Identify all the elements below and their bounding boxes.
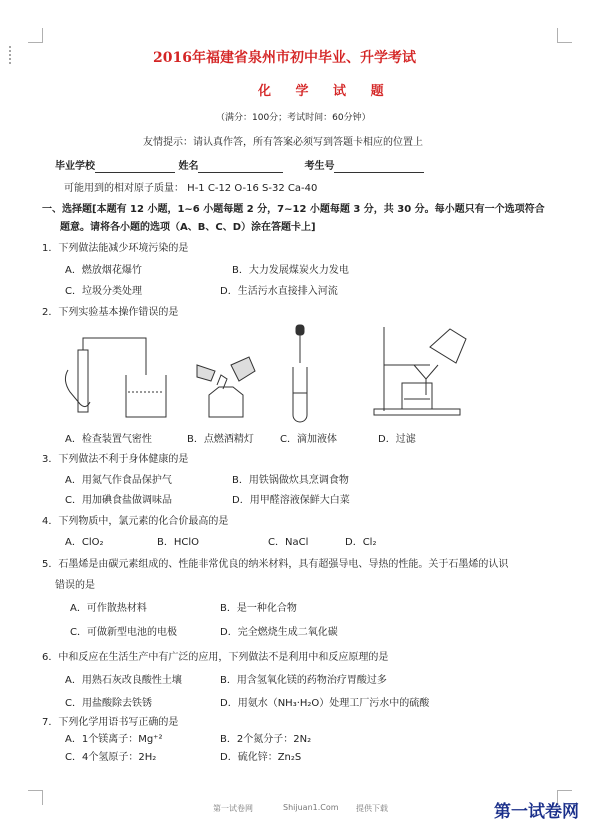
school-label: 毕业学校: [55, 161, 95, 172]
q1-stem: 1．下列做法能减少环境污染的是: [42, 243, 189, 254]
dropping-liquid-figure: [285, 323, 315, 423]
q1-option-b: B．大力发展煤炭火力发电: [232, 265, 349, 276]
q7-option-a: A．1个镁离子：Mg⁺²: [65, 734, 163, 745]
q3-option-a: A．用氮气作食品保护气: [65, 475, 172, 486]
q6-option-a: A．用熟石灰改良酸性土壤: [65, 675, 182, 686]
q5-option-b: B．是一种化合物: [220, 603, 297, 614]
q5-option-a: A．可作散热材料: [70, 603, 147, 614]
filtration-figure: [370, 323, 470, 418]
q5-stem-line2: 错误的是: [55, 580, 95, 591]
corner-mark-top-left: [28, 28, 43, 43]
footer-download-text: 提供下载: [356, 804, 388, 813]
q7-option-c: C．4个氢原子：2H₂: [65, 752, 157, 763]
q7-option-b: B．2个氮分子：2N₂: [220, 734, 312, 745]
q2-option-b: B．点燃酒精灯: [187, 434, 254, 445]
exam-number-label: 考生号: [304, 161, 335, 172]
q5-option-d: D．完全燃烧生成二氧化碳: [220, 627, 338, 638]
q1-option-c: C．垃圾分类处理: [65, 286, 142, 297]
q2-stem: 2．下列实验基本操作错误的是: [42, 307, 179, 318]
q7-stem: 7．下列化学用语书写正确的是: [42, 717, 179, 728]
q5-stem-line1: 5．石墨烯是由碳元素组成的、性能非常优良的纳米材料，具有超强导电、导热的性能。关于石墨烯的认识: [42, 559, 509, 570]
name-field[interactable]: [198, 161, 283, 173]
q6-option-d: D．用氨水（NH₃·H₂O）处理工厂污水中的硫酸: [220, 698, 430, 709]
q2-option-a: A．检查装置气密性: [65, 434, 152, 445]
q4-option-b: B．HClO: [157, 537, 200, 548]
exam-notice: 友情提示：请认真作答，所有答案必须写到答题卡相应的位置上: [143, 137, 423, 148]
section-heading-line2: 题意。请将各小题的选项（A、B、C、D）涂在答题卡上]: [60, 222, 316, 233]
name-label: 姓名: [178, 161, 199, 172]
drag-handle-icon[interactable]: [8, 44, 14, 66]
q6-option-c: C．用盐酸除去铁锈: [65, 698, 152, 709]
exam-number-field[interactable]: [334, 161, 424, 173]
q4-option-c: C．NaCl: [268, 537, 309, 548]
q4-stem: 4．下列物质中，氯元素的化合价最高的是: [42, 516, 229, 527]
q3-stem: 3．下列做法不利于身体健康的是: [42, 454, 189, 465]
corner-mark-top-right: [557, 28, 572, 43]
atomic-masses: 可能用到的相对原子质量： H-1 C-12 O-16 S-32 Ca-40: [64, 183, 318, 194]
exam-title: 2016年福建省泉州市初中毕业、升学考试: [153, 50, 416, 66]
exam-subtitle: 化 学 试 题: [258, 84, 394, 99]
q3-option-d: D．用甲醛溶液保鲜大白菜: [232, 495, 350, 506]
q3-option-b: B．用铁锅做炊具烹调食物: [232, 475, 349, 486]
student-info-row: [55, 160, 424, 173]
q2-option-c: C．滴加液体: [280, 434, 337, 445]
q1-option-d: D．生活污水直接排入河流: [220, 286, 338, 297]
q4-option-a: A．ClO₂: [65, 537, 104, 548]
q4-option-d: D．Cl₂: [345, 537, 377, 548]
q1-option-a: A．燃放烟花爆竹: [65, 265, 142, 276]
section-heading-line1: 一、选择题[本题有 12 小题，1~6 小题每题 2 分，7~12 小题每题 3 分，共 30 分。每小题只有一个选项符合: [42, 204, 545, 215]
brand-watermark: 第一试卷网: [494, 802, 579, 822]
footer-url: Shijuan1.Com: [283, 803, 339, 812]
q6-option-b: B．用含氢氧化镁的药物治疗胃酸过多: [220, 675, 387, 686]
school-field[interactable]: [95, 161, 175, 173]
q6-stem: 6．中和反应在生活生产中有广泛的应用，下列做法不是利用中和反应原理的是: [42, 652, 389, 663]
alcohol-lamp-figure: [195, 345, 260, 425]
airtightness-check-figure: [58, 330, 168, 425]
q5-option-c: C．可做新型电池的电极: [70, 627, 177, 638]
corner-mark-bottom-left: [28, 790, 43, 805]
q2-option-d: D．过滤: [378, 434, 416, 445]
exam-info: （满分：100分；考试时间：60分钟）: [216, 113, 371, 123]
q3-option-c: C．用加碘食盐做调味品: [65, 495, 172, 506]
footer-site-name: 第一试卷网: [213, 804, 253, 813]
q7-option-d: D．硫化锌：Zn₂S: [220, 752, 302, 763]
